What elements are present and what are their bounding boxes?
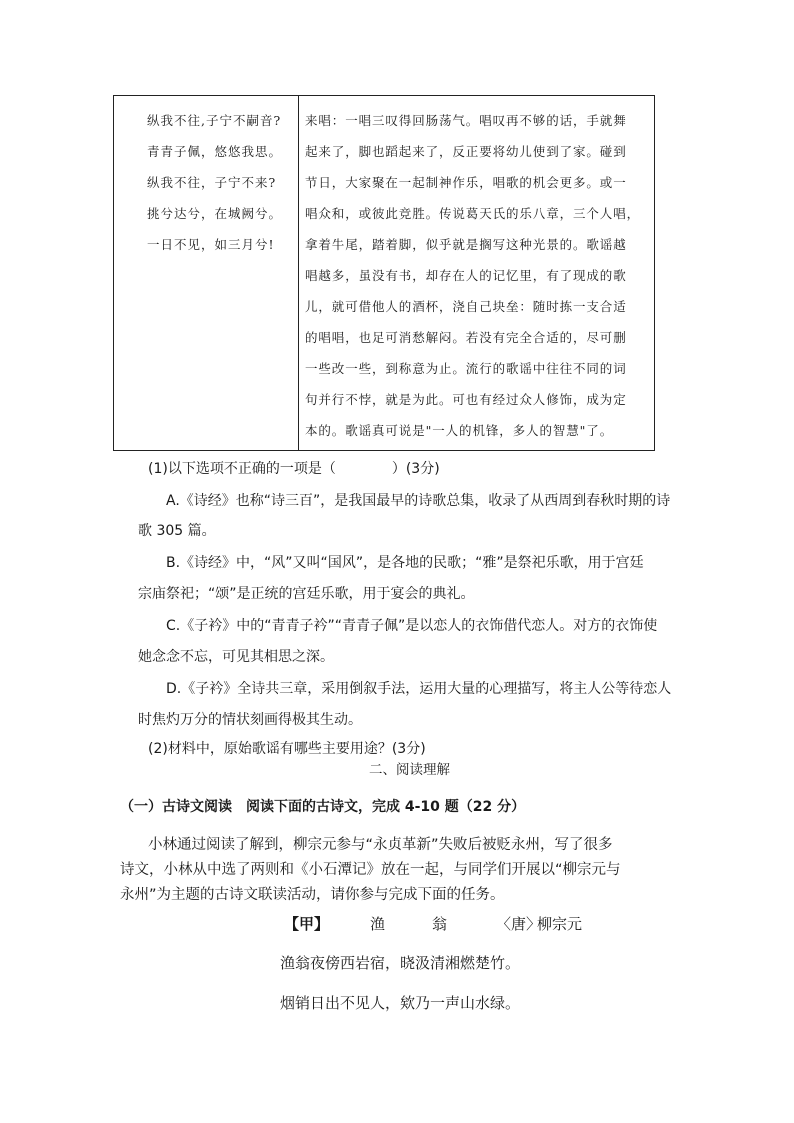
material-line: 一些改一些，到称意为止。流行的歌谣中往往不同的词 <box>305 361 627 376</box>
poem-line: 烟销日出不见人，欸乃一声山水绿。 <box>280 994 521 1012</box>
poem-title-char: 翁 <box>432 915 448 933</box>
option-a-cont: 歌 305 篇。 <box>138 523 216 539</box>
option-d-cont: 时焦灼万分的情状刻画得极其生动。 <box>138 712 362 728</box>
material-line: 本的。歌谣真可说是"一人的机锋，多人的智慧"了。 <box>305 423 614 438</box>
option-d: D.《子衿》全诗共三章，采用倒叙手法，运用大量的心理描写，将主人公等待恋人 <box>166 681 672 697</box>
poem-line: 渔翁夜傍西岩宿，晓汲清湘燃楚竹。 <box>280 954 521 972</box>
intro-line: 小林通过阅读了解到，柳宗元参与“永贞革新”失败后被贬永州，写了很多 <box>148 837 613 853</box>
material-line: 句并行不悖，就是为此。可也有经过众人修饰，成为定 <box>305 392 627 407</box>
poem-title-char: 渔 <box>370 915 386 933</box>
material-line: 起来了，脚也蹈起来了，反正要将幼儿使到了家。碰到 <box>305 144 627 159</box>
option-b: B.《诗经》中，“风”又叫“国风”，是各地的民歌；“雅”是祭祀乐歌，用于宫廷 <box>166 555 644 571</box>
poem-tag: 【甲】 <box>284 915 330 933</box>
subsection-heading: （一）古诗文阅读 阅读下面的古诗文，完成 4-10 题（22 分） <box>120 799 526 815</box>
option-c: C.《子衿》中的“青青子衿”“青青子佩”是以恋人的衣饰借代恋人。对方的衣饰使 <box>166 618 658 634</box>
option-a: A.《诗经》也称“诗三百”，是我国最早的诗歌总集，收录了从西周到春秋时期的诗 <box>166 493 671 509</box>
section-title: 二、阅读理解 <box>369 762 450 778</box>
material-line: 唱众和，或彼此竞胜。传说葛天氏的乐八章，三个人唱， <box>305 206 641 221</box>
material-line: 的唱唱，也足可消愁解闷。若没有完全合适的，尽可删 <box>305 330 627 345</box>
option-b-cont: 宗庙祭祀；“颂”是正统的宫廷乐歌，用于宴会的典礼。 <box>138 586 475 602</box>
question-2: (2)材料中，原始歌谣有哪些主要用途？(3分) <box>148 741 426 757</box>
question-1: (1)以下选项不正确的一项是（ ）(3分) <box>148 461 440 477</box>
material-line: 唱越多，虽没有书，却存在人的记忆里，有了现成的歌 <box>305 268 627 283</box>
material-line: 拿着牛尾，踏着脚，似乎就是搁写这种光景的。歌谣越 <box>305 237 627 252</box>
material-line: 节日，大家聚在一起制神作乐，唱歌的机会更多。或一 <box>305 175 627 190</box>
poem-line: 挑兮达兮，在城阙兮。 <box>147 206 283 221</box>
material-line: 来唱：一唱三叹得回肠荡气。唱叹再不够的话，手就舞 <box>305 113 627 128</box>
material-line: 儿，就可借他人的酒杯，浇自己块垒：随时拣一支合适 <box>305 299 627 314</box>
option-c-cont: 她念念不忘，可见其相思之深。 <box>138 649 334 665</box>
poem-line: 一日不见，如三月兮! <box>147 237 275 252</box>
intro-line: 诗文，小林从中选了两则和《小石潭记》放在一起，与同学们开展以“柳宗元与 <box>120 862 621 878</box>
poem-line: 纵我不往，子宁不来? <box>147 175 277 190</box>
table-divider <box>298 96 299 450</box>
poem-author: 柳宗元 <box>537 915 583 933</box>
intro-line: 永州”为主题的古诗文联读活动，请你参与完成下面的任务。 <box>120 887 505 903</box>
poem-dynasty: 〈唐〉 <box>496 915 542 933</box>
poem-line: 青青子佩，悠悠我思。 <box>147 144 283 159</box>
poem-line: 纵我不往,子宁不嗣音? <box>147 113 282 128</box>
